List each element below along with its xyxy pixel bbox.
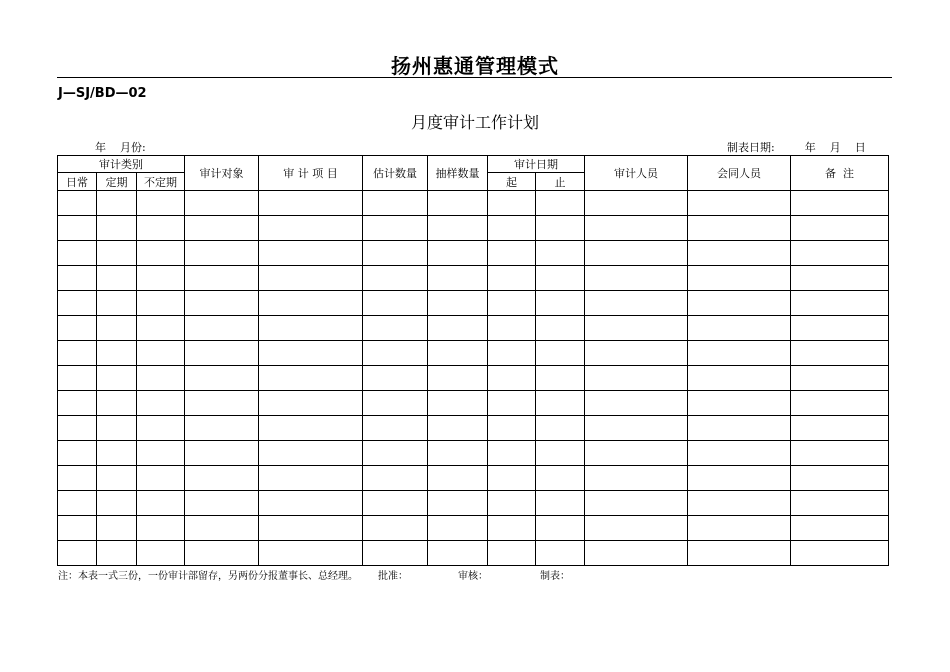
table-cell[interactable] (428, 466, 488, 491)
table-cell[interactable] (585, 266, 688, 291)
table-cell[interactable] (688, 416, 791, 441)
table-cell[interactable] (58, 291, 97, 316)
header-divider (57, 77, 892, 78)
table-cell[interactable] (137, 316, 185, 341)
made-date-label: 制表日期: (727, 141, 775, 154)
table-cell[interactable] (97, 191, 137, 216)
table-cell[interactable] (363, 291, 428, 316)
table-cell[interactable] (536, 291, 585, 316)
year-month-label: 年 月份: (95, 141, 146, 154)
table-row (58, 191, 889, 216)
table-cell[interactable] (688, 191, 791, 216)
table-cell[interactable] (137, 341, 185, 366)
table-cell[interactable] (259, 341, 363, 366)
table-row (58, 516, 889, 541)
table-cell[interactable] (488, 516, 536, 541)
table-cell[interactable] (688, 366, 791, 391)
table-cell[interactable] (185, 241, 259, 266)
table-cell[interactable] (259, 366, 363, 391)
table-cell[interactable] (137, 191, 185, 216)
table-row (58, 316, 889, 341)
table-cell[interactable] (791, 491, 889, 516)
table-cell[interactable] (791, 266, 889, 291)
table-cell[interactable] (428, 541, 488, 566)
table-cell[interactable] (58, 516, 97, 541)
table-row (58, 391, 889, 416)
table-cell[interactable] (488, 341, 536, 366)
table-cell[interactable] (259, 516, 363, 541)
table-cell[interactable] (536, 541, 585, 566)
table-cell[interactable] (688, 441, 791, 466)
table-cell[interactable] (185, 266, 259, 291)
table-cell[interactable] (585, 416, 688, 441)
table-cell[interactable] (791, 416, 889, 441)
table-row (58, 266, 889, 291)
table-cell[interactable] (791, 316, 889, 341)
table-cell[interactable] (363, 216, 428, 241)
table-cell[interactable] (791, 441, 889, 466)
table-cell[interactable] (488, 191, 536, 216)
table-cell[interactable] (585, 491, 688, 516)
table-cell[interactable] (536, 316, 585, 341)
joint-staff-header: 会同人员 (688, 156, 791, 191)
table-cell[interactable] (58, 266, 97, 291)
table-cell[interactable] (137, 391, 185, 416)
irregular-header: 不定期 (137, 173, 185, 191)
document-title: 月度审计工作计划 (410, 113, 539, 132)
table-cell[interactable] (137, 291, 185, 316)
estimated-qty-header: 估计数量 (363, 156, 428, 191)
table-cell[interactable] (791, 391, 889, 416)
approve-label: 批准： (378, 571, 408, 582)
table-row (58, 416, 889, 441)
table-cell[interactable] (259, 416, 363, 441)
table-cell[interactable] (688, 266, 791, 291)
table-cell[interactable] (58, 541, 97, 566)
table-cell[interactable] (259, 191, 363, 216)
footer-note: 注：本表一式三份，一份审计部留存，另两份分报董事长、总经理。 (58, 571, 358, 582)
made-date-block (727, 139, 866, 155)
table-cell[interactable] (428, 216, 488, 241)
table-row (58, 491, 889, 516)
table-cell[interactable] (58, 366, 97, 391)
table-cell[interactable] (259, 316, 363, 341)
table-cell[interactable] (428, 441, 488, 466)
table-cell[interactable] (791, 516, 889, 541)
table-cell[interactable] (688, 316, 791, 341)
table-cell[interactable] (259, 491, 363, 516)
table-cell[interactable] (585, 391, 688, 416)
table-cell[interactable] (536, 366, 585, 391)
table-cell[interactable] (363, 491, 428, 516)
table-header-row-1 (58, 156, 889, 173)
table-cell[interactable] (585, 316, 688, 341)
table-cell[interactable] (137, 491, 185, 516)
table-cell[interactable] (97, 241, 137, 266)
table-cell[interactable] (97, 366, 137, 391)
table-cell[interactable] (97, 291, 137, 316)
audit-object-header: 审计对象 (185, 156, 259, 191)
table-cell[interactable] (97, 516, 137, 541)
table-row (58, 341, 889, 366)
table-cell[interactable] (259, 441, 363, 466)
table-cell[interactable] (259, 241, 363, 266)
table-cell[interactable] (259, 216, 363, 241)
table-row (58, 366, 889, 391)
table-cell[interactable] (137, 266, 185, 291)
table-cell[interactable] (58, 191, 97, 216)
table-cell[interactable] (363, 266, 428, 291)
table-row (58, 241, 889, 266)
prepared-label: 制表： (540, 571, 570, 582)
table-cell[interactable] (185, 216, 259, 241)
table-row (58, 541, 889, 566)
table-cell[interactable] (536, 191, 585, 216)
table-cell[interactable] (688, 516, 791, 541)
table-cell[interactable] (791, 366, 889, 391)
table-cell[interactable] (428, 341, 488, 366)
table-cell[interactable] (97, 391, 137, 416)
table-cell[interactable] (791, 541, 889, 566)
table-cell[interactable] (363, 466, 428, 491)
table-cell[interactable] (585, 191, 688, 216)
table-cell[interactable] (58, 391, 97, 416)
table-cell[interactable] (58, 216, 97, 241)
table-cell[interactable] (185, 466, 259, 491)
table-cell[interactable] (137, 541, 185, 566)
table-cell[interactable] (97, 266, 137, 291)
table-cell[interactable] (185, 316, 259, 341)
table-cell[interactable] (58, 416, 97, 441)
table-cell[interactable] (428, 416, 488, 441)
table-cell[interactable] (363, 391, 428, 416)
table-cell[interactable] (488, 441, 536, 466)
table-cell[interactable] (488, 466, 536, 491)
table-cell[interactable] (428, 391, 488, 416)
made-date-fields: 年 月 日 (804, 141, 866, 154)
table-row (58, 216, 889, 241)
table-cell[interactable] (137, 241, 185, 266)
table-cell[interactable] (185, 491, 259, 516)
table-cell[interactable] (137, 216, 185, 241)
table-cell[interactable] (58, 316, 97, 341)
table-cell[interactable] (688, 241, 791, 266)
table-cell[interactable] (536, 391, 585, 416)
table-cell[interactable] (585, 516, 688, 541)
end-date-header: 止 (536, 173, 585, 191)
table-cell[interactable] (185, 341, 259, 366)
table-cell[interactable] (97, 316, 137, 341)
table-cell[interactable] (58, 341, 97, 366)
company-title: 扬州惠通管理模式 (391, 54, 559, 78)
table-cell[interactable] (363, 366, 428, 391)
table-cell[interactable] (363, 241, 428, 266)
table-cell[interactable] (688, 466, 791, 491)
table-cell[interactable] (137, 441, 185, 466)
table-cell[interactable] (585, 466, 688, 491)
table-cell[interactable] (185, 191, 259, 216)
table-cell[interactable] (185, 366, 259, 391)
table-cell[interactable] (58, 491, 97, 516)
review-label: 审核： (458, 571, 488, 582)
table-cell[interactable] (58, 466, 97, 491)
table-cell[interactable] (791, 291, 889, 316)
audit-type-header: 审计类别 (58, 156, 185, 173)
table-cell[interactable] (585, 366, 688, 391)
table-cell[interactable] (791, 341, 889, 366)
audit-plan-table (57, 155, 889, 566)
table-cell[interactable] (363, 541, 428, 566)
table-cell[interactable] (363, 516, 428, 541)
table-cell[interactable] (97, 466, 137, 491)
table-cell[interactable] (536, 491, 585, 516)
table-cell[interactable] (488, 391, 536, 416)
table-cell[interactable] (585, 541, 688, 566)
table-cell[interactable] (137, 466, 185, 491)
table-cell[interactable] (791, 191, 889, 216)
table-cell[interactable] (536, 416, 585, 441)
table-cell[interactable] (58, 441, 97, 466)
table-cell[interactable] (688, 391, 791, 416)
table-cell[interactable] (428, 266, 488, 291)
table-cell[interactable] (488, 366, 536, 391)
table-cell[interactable] (488, 541, 536, 566)
table-cell[interactable] (488, 241, 536, 266)
sample-qty-header: 抽样数量 (428, 156, 488, 191)
table-cell[interactable] (688, 341, 791, 366)
table-cell[interactable] (585, 216, 688, 241)
table-cell[interactable] (536, 241, 585, 266)
footer-note-line (58, 567, 570, 582)
table-cell[interactable] (259, 391, 363, 416)
table-cell[interactable] (363, 341, 428, 366)
start-date-header: 起 (488, 173, 536, 191)
table-cell[interactable] (536, 216, 585, 241)
table-cell[interactable] (428, 366, 488, 391)
periodic-header: 定期 (97, 173, 137, 191)
table-cell[interactable] (488, 416, 536, 441)
table-cell[interactable] (585, 241, 688, 266)
table-cell[interactable] (536, 341, 585, 366)
table-cell[interactable] (536, 441, 585, 466)
audit-item-header: 审 计 项 目 (259, 156, 363, 191)
table-cell[interactable] (536, 466, 585, 491)
table-cell[interactable] (428, 241, 488, 266)
table-cell[interactable] (137, 516, 185, 541)
table-cell[interactable] (97, 216, 137, 241)
table-cell[interactable] (185, 516, 259, 541)
table-row (58, 466, 889, 491)
table-cell[interactable] (585, 341, 688, 366)
table-cell[interactable] (259, 291, 363, 316)
remarks-header: 备 注 (791, 156, 889, 191)
table-cell[interactable] (363, 191, 428, 216)
table-cell[interactable] (363, 441, 428, 466)
table-cell[interactable] (688, 291, 791, 316)
daily-header: 日常 (58, 173, 97, 191)
table-cell[interactable] (536, 516, 585, 541)
table-cell[interactable] (97, 491, 137, 516)
auditors-header: 审计人员 (585, 156, 688, 191)
table-cell[interactable] (585, 441, 688, 466)
table-row (58, 441, 889, 466)
table-cell[interactable] (185, 416, 259, 441)
table-cell[interactable] (97, 341, 137, 366)
table-cell[interactable] (688, 491, 791, 516)
table-cell[interactable] (428, 316, 488, 341)
table-cell[interactable] (791, 216, 889, 241)
table-cell[interactable] (791, 241, 889, 266)
table-cell[interactable] (585, 291, 688, 316)
table-cell[interactable] (185, 391, 259, 416)
table-cell[interactable] (688, 216, 791, 241)
table-cell[interactable] (137, 366, 185, 391)
table-cell[interactable] (488, 491, 536, 516)
table-cell[interactable] (97, 441, 137, 466)
document-code: J—SJ/BD—02 (58, 86, 147, 101)
table-cell[interactable] (488, 266, 536, 291)
table-cell[interactable] (791, 466, 889, 491)
table-cell[interactable] (185, 441, 259, 466)
table-cell[interactable] (259, 466, 363, 491)
table-cell[interactable] (97, 541, 137, 566)
table-cell[interactable] (428, 291, 488, 316)
table-cell[interactable] (488, 291, 536, 316)
table-row (58, 291, 889, 316)
table-cell[interactable] (536, 266, 585, 291)
table-cell[interactable] (363, 416, 428, 441)
table-cell[interactable] (259, 266, 363, 291)
table-cell[interactable] (363, 316, 428, 341)
table-cell[interactable] (58, 241, 97, 266)
table-cell[interactable] (97, 416, 137, 441)
table-cell[interactable] (185, 541, 259, 566)
table-cell[interactable] (428, 191, 488, 216)
audit-date-header: 审计日期 (488, 156, 585, 173)
table-cell[interactable] (137, 416, 185, 441)
table-cell[interactable] (488, 316, 536, 341)
table-cell[interactable] (259, 541, 363, 566)
table-cell[interactable] (185, 291, 259, 316)
table-cell[interactable] (428, 491, 488, 516)
table-cell[interactable] (428, 516, 488, 541)
table-cell[interactable] (688, 541, 791, 566)
table-cell[interactable] (488, 216, 536, 241)
